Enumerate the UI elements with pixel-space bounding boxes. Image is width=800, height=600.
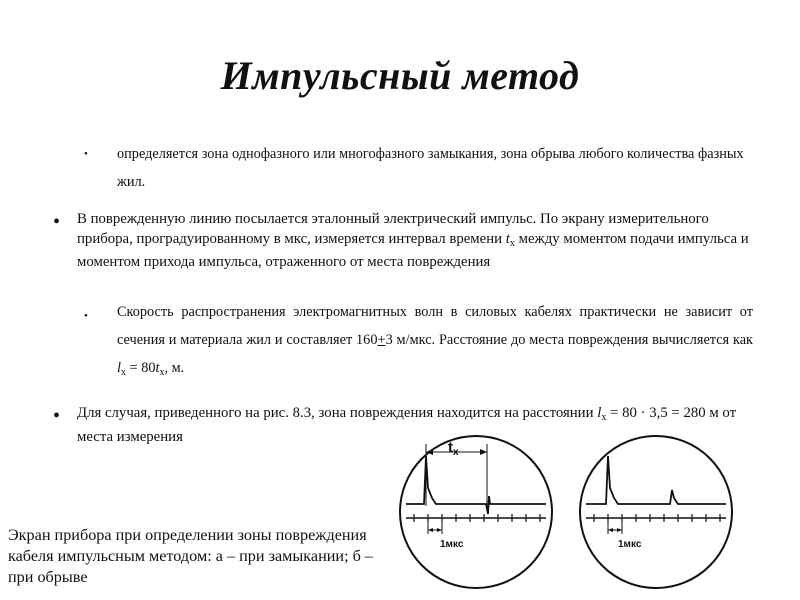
scope-b-screen	[580, 436, 732, 588]
scope-a	[400, 436, 552, 588]
bullet-text-3: Скорость распространения электромагнитных волн в силовых кабелях практически не зависит от сечения и материала жил и составляет 160+3 м/мкс. Расстояние до места повреждения вычисляется как $l_x = 80t_x$, м.	[117, 304, 753, 378]
figure-caption: Экран прибора при определении зоны повреждения кабеля импульсным методом: а – при замыкании; б – при обрыве	[8, 526, 373, 586]
scope-a-tx-label: $t_x$	[448, 439, 459, 458]
bullet-marker: •	[84, 310, 88, 322]
bullet-marker: •	[53, 211, 61, 233]
scope-b	[580, 436, 732, 588]
scope-figures	[388, 432, 788, 600]
bullet-text-2: В поврежденную линию посылается эталонный электрический импульс. По экрану измерительного прибора, проградуированному в мкс, измеряется интервал времени $t_x$ между моментом подачи импульса и моментом прихода импульса, отраженного от места повреждения	[77, 211, 749, 270]
bullet-marker: •	[84, 148, 88, 160]
scope-b-trace	[586, 456, 726, 504]
slide-title: Импульсный метод	[220, 53, 580, 98]
scope-a-scale-label: 1мкс	[440, 539, 464, 550]
bullet-marker: •	[53, 405, 61, 427]
scope-b-scale-label: 1мкс	[618, 539, 642, 550]
bullet-text-1: определяется зона однофазного или многофазного замыкания, зона обрыва любого количества фазных жил.	[117, 146, 744, 190]
scope-a-trace	[406, 456, 546, 514]
bullet-text-4: Для случая, приведенного на рис. 8.3, зона повреждения находится на расстоянии $l_x = 80 \cdot 3,5 = 280$ м от места измерения	[77, 405, 737, 445]
scope-a-screen	[400, 436, 552, 588]
